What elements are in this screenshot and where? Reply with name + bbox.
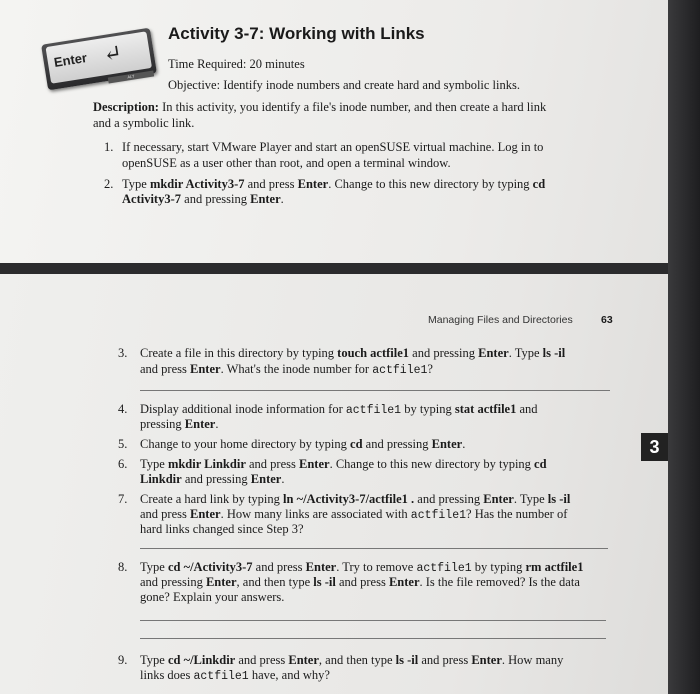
answer-line (140, 620, 606, 621)
activity-title: Activity 3-7: Working with Links (168, 24, 425, 43)
time-required: Time Required: 20 minutes (168, 57, 305, 71)
step-9-line-2: links does actfile1 have, and why? (140, 668, 330, 683)
step-1-line-2: openSUSE as a user other than root, and open a terminal window. (122, 156, 451, 170)
step-number: 4. (118, 402, 128, 416)
return-arrow-icon: ↵ (101, 39, 124, 68)
step-6-line-1: Type mkdir Linkdir and press Enter. Change to this new directory by typing cd (140, 457, 547, 471)
step-number: 3. (118, 346, 128, 360)
description-line-2: and a symbolic link. (93, 116, 195, 130)
alt-key-tag: ALT (108, 70, 154, 83)
step-number: 8. (118, 560, 128, 574)
step-1-line-1: If necessary, start VMware Player and start an openSUSE virtual machine. Log in to (122, 140, 544, 154)
step-number: 1. (104, 140, 114, 154)
step-2-line-2: Activity3-7 and pressing Enter. (122, 192, 284, 206)
page-top (0, 0, 668, 263)
description-line-1: Description: In this activity, you identify a file's inode number, and then create a hard link (93, 100, 547, 114)
step-number: 6. (118, 457, 128, 471)
step-number: 2. (104, 177, 114, 191)
step-8-line-2: and pressing Enter, and then type ls -il and press Enter. Is the file removed? Is the data (140, 575, 580, 589)
step-8-line-1: Type cd ~/Activity3-7 and press Enter. Try to remove actfile1 by typing rm actfile1 (140, 560, 584, 575)
step-7-line-2: and press Enter. How many links are associated with actfile1? Has the number of (140, 507, 568, 522)
enter-key-icon (41, 28, 157, 91)
answer-line (140, 390, 610, 391)
step-7-line-1: Create a hard link by typing ln ~/Activity3-7/actfile1 . and pressing Enter. Type ls -il (140, 492, 571, 506)
chapter-badge: 3 (641, 433, 668, 461)
answer-line (140, 548, 608, 549)
step-2-line-1: Type mkdir Activity3-7 and press Enter. Change to this new directory by typing cd (122, 177, 546, 191)
step-4-line-1: Display additional inode information for actfile1 by typing stat actfile1 and (140, 402, 538, 417)
step-number: 7. (118, 492, 128, 506)
step-3-line-1: Create a file in this directory by typing touch actfile1 and pressing Enter. Type ls -il (140, 346, 566, 360)
running-header: Managing Files and Directories (428, 314, 573, 326)
objective: Objective: Identify inode numbers and create hard and symbolic links. (168, 78, 520, 92)
step-number: 9. (118, 653, 128, 667)
page-edge-shadow (668, 0, 700, 694)
step-7-line-3: hard links changed since Step 3? (140, 522, 304, 536)
page-number: 63 (601, 314, 613, 326)
step-6-line-2: Linkdir and pressing Enter. (140, 472, 285, 486)
step-9-line-1: Type cd ~/Linkdir and press Enter, and then type ls -il and press Enter. How many (140, 653, 564, 667)
enter-key-label: Enter (52, 49, 89, 70)
step-4-line-2: pressing Enter. (140, 417, 219, 431)
page-bottom (0, 274, 668, 694)
answer-line (140, 638, 606, 639)
step-number: 5. (118, 437, 128, 451)
step-3-line-2: and press Enter. What's the inode number for actfile1? (140, 362, 433, 377)
step-8-line-3: gone? Explain your answers. (140, 590, 285, 604)
step-5-line-1: Change to your home directory by typing cd and pressing Enter. (140, 437, 466, 451)
